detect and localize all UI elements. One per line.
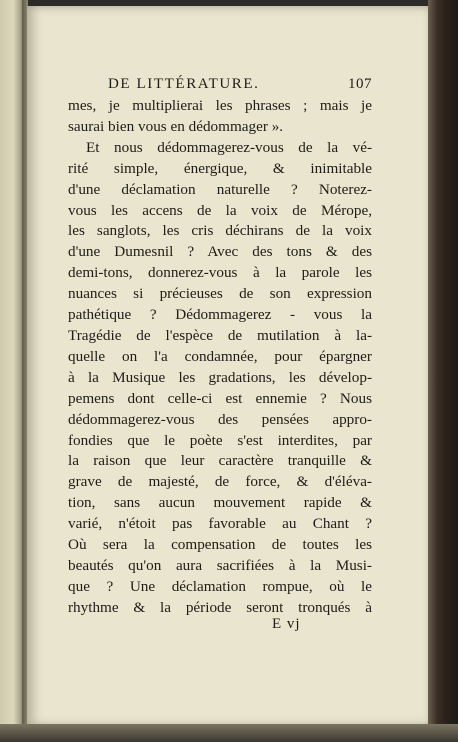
text-line: beautés qu'on aura sacrifiées à la Musi- (68, 556, 372, 574)
text-line: Tragédie de l'espèce de mutilation à la- (68, 326, 372, 344)
left-page-edge (0, 0, 24, 742)
text-line: la raison que leur caractère tranquille & (68, 452, 372, 470)
text-line: demi-tons, donnerez-vous à la parole les (68, 264, 372, 282)
text-line: rité simple, énergique, & inimitable (68, 159, 372, 177)
text-line: que ? Une déclamation rompue, où le (68, 577, 372, 595)
page-text (68, 74, 372, 619)
page-number: 107 (348, 76, 372, 92)
page-header (68, 74, 372, 96)
text-line: pathétique ? Dédommagerez - vous la (68, 306, 372, 324)
text-line: varié, n'étoit pas favorable au Chant ? (68, 515, 372, 533)
text-line: Où sera la compensation de toutes les (68, 536, 372, 554)
text-line: mes, je multiplierai les phrases ; mais je (68, 97, 372, 114)
text-line: dédommagerez-vous des pensées appro- (68, 410, 372, 428)
running-title: DE LITTÉRATURE. (108, 76, 260, 92)
text-line: grave de majesté, de force, & d'éléva- (68, 473, 372, 491)
text-line: tion, sans aucun mouvement rapide & (68, 494, 372, 512)
text-line: quelle on l'a condamnée, pour épargner (68, 347, 372, 365)
text-line: nuances si précieuses de son expression (68, 285, 372, 303)
text-line: fondies que le poète s'est interdites, par (68, 431, 372, 449)
signature-mark: E vj (272, 616, 301, 632)
text-line: à la Musique les gradations, les dévelop- (68, 368, 372, 386)
book-cover-edge (428, 0, 458, 742)
book-bottom-edge (0, 724, 458, 742)
text-line: saurai bien vous en dédommager ». (68, 117, 284, 135)
text-line: vous les accens de la voix de Mérope, (68, 201, 372, 219)
text-line: d'une Dumesnil ? Avec des tons & des (68, 243, 372, 261)
text-line: pemens dont celle-ci est ennemie ? Nous (68, 389, 372, 407)
text-line: les sanglots, les cris déchirans de la voix (68, 222, 372, 240)
text-line: Et nous dédommagerez-vous de la vé- (86, 138, 372, 156)
text-line: d'une déclamation naturelle ? Noterez- (68, 180, 372, 198)
text-line: rhythme & la période seront tronqués à (68, 598, 372, 616)
